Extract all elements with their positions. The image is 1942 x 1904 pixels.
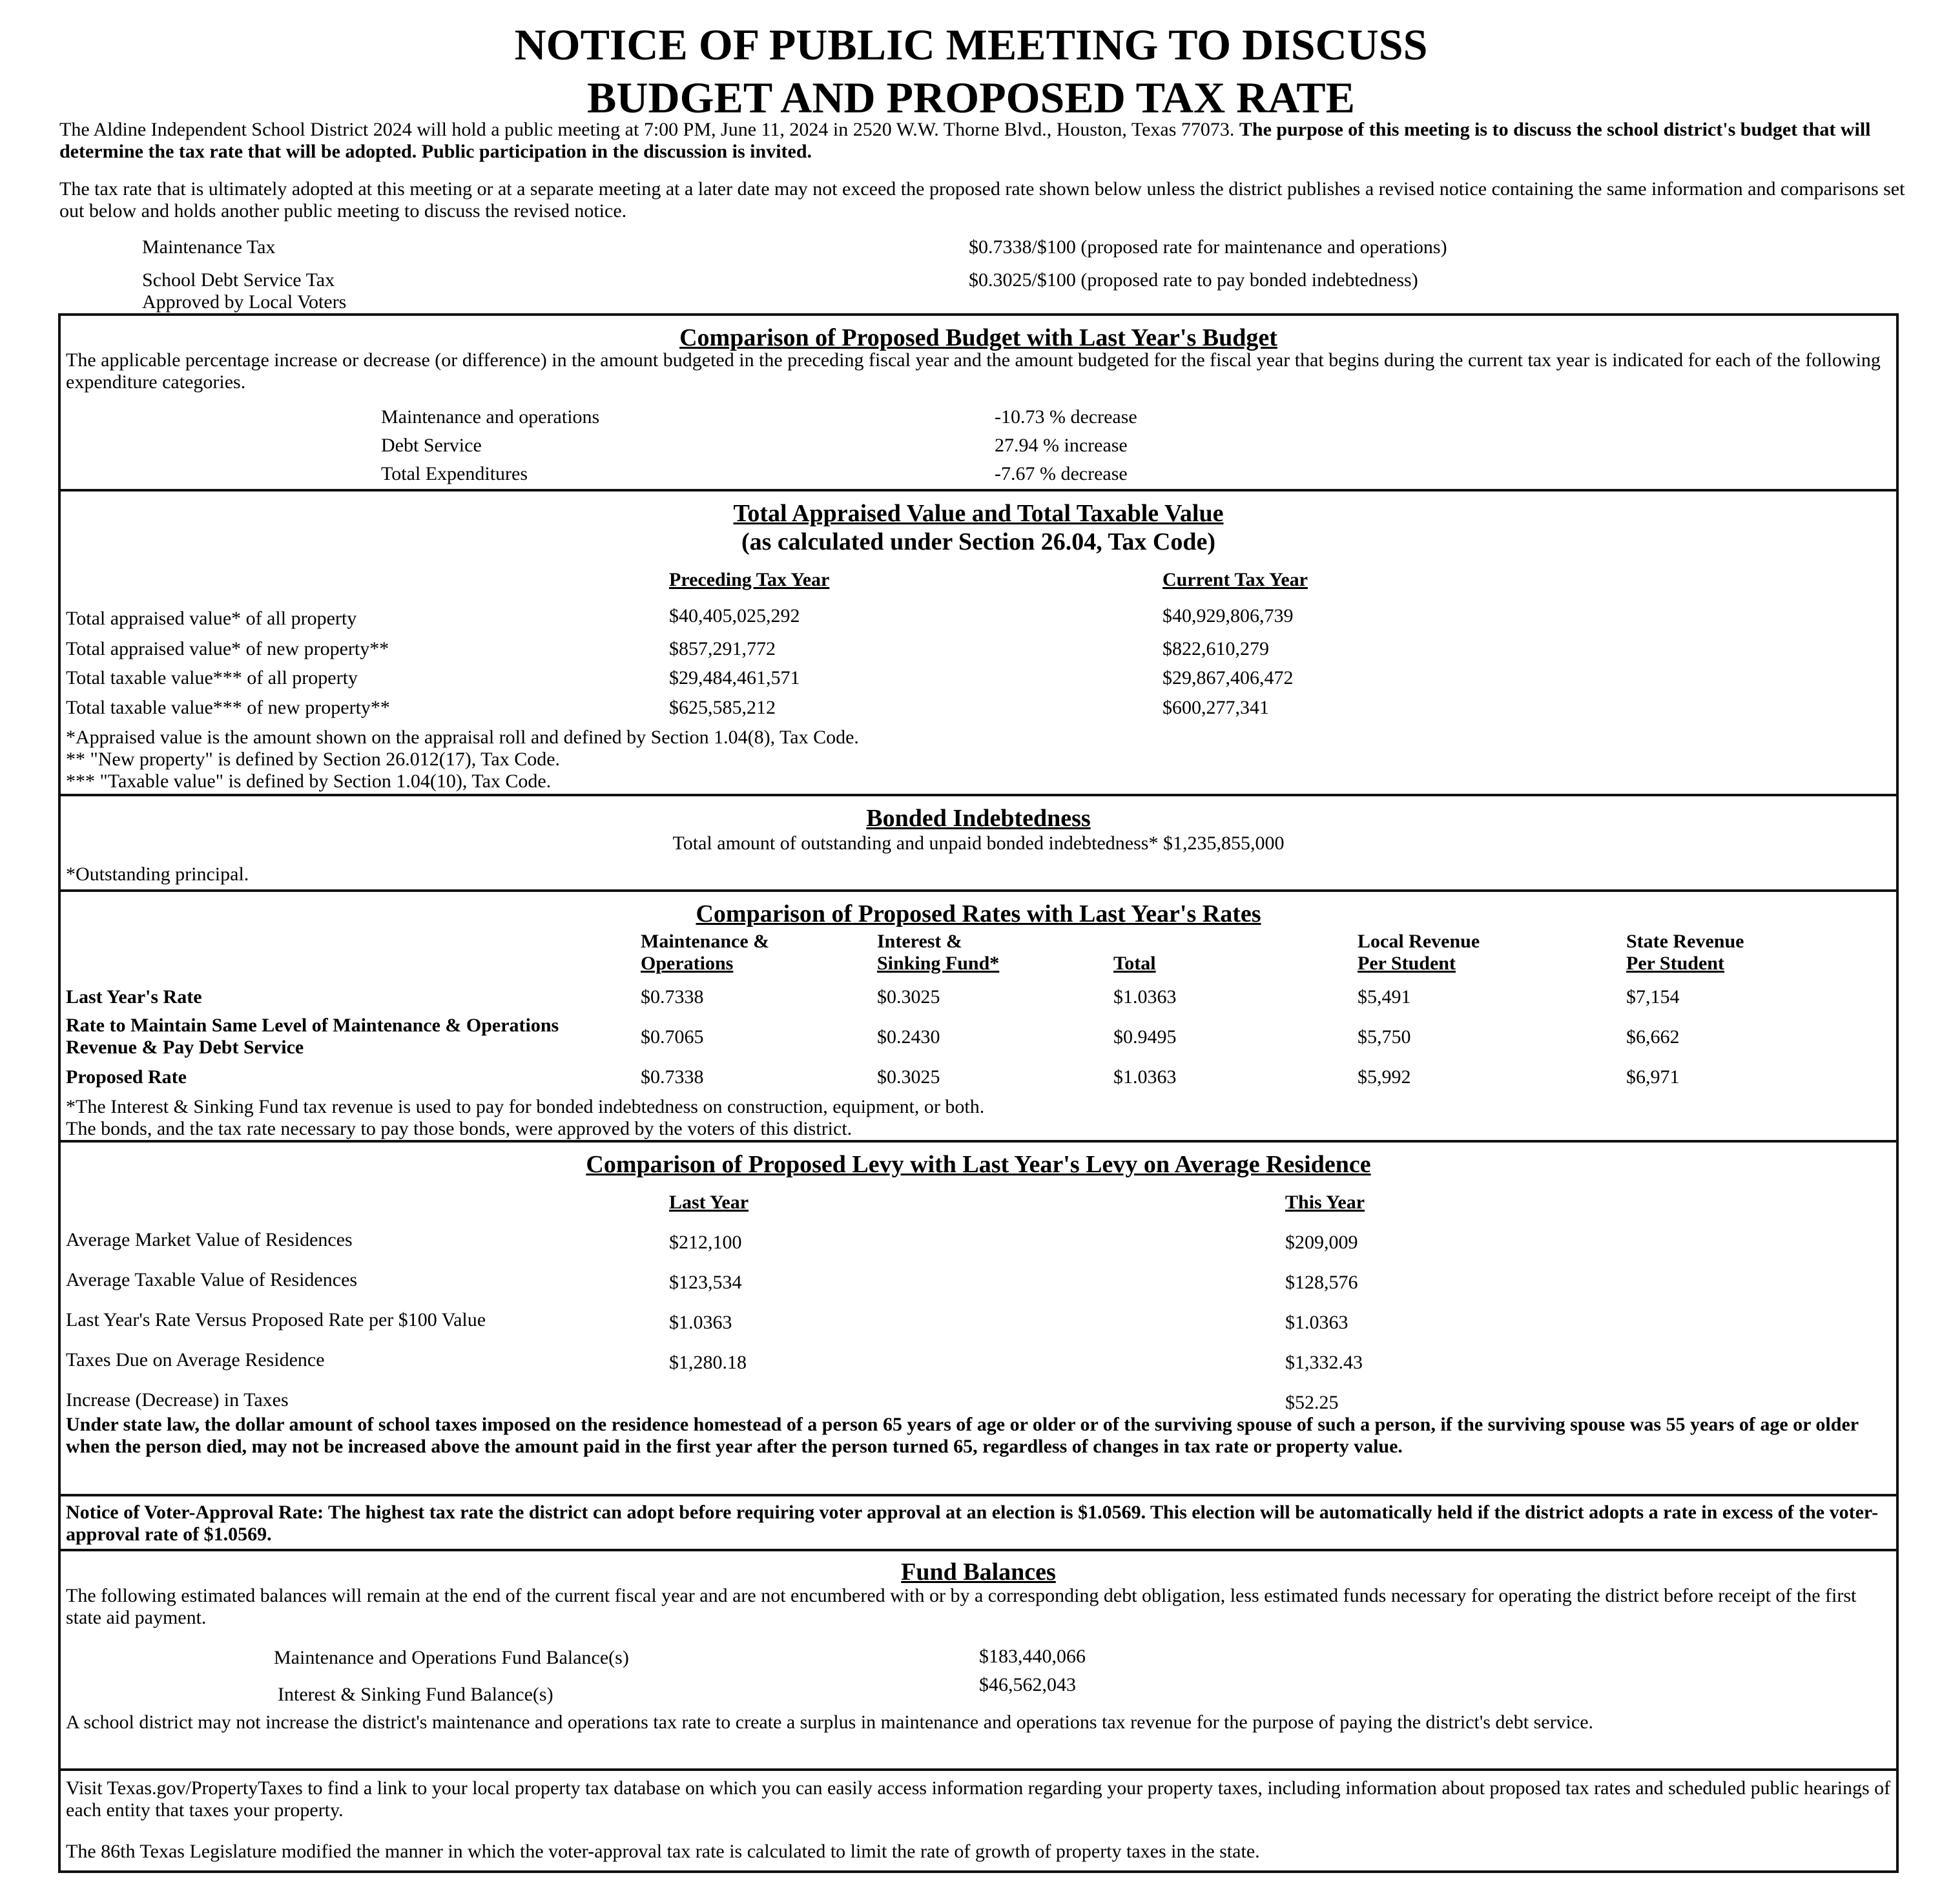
appraised-row-prev: $29,484,461,571 (669, 667, 800, 688)
header-local-revenue-1: Local Revenue (1358, 931, 1480, 952)
rates-row-state: $6,971 (1626, 1066, 1680, 1088)
levy-row-last: $1.0363 (669, 1312, 732, 1333)
levy-section-title: Comparison of Proposed Levy with Last Year's Levy on Average Residence (586, 1151, 1371, 1178)
mo-fund-label: Maintenance and Operations Fund Balance(s) (274, 1647, 629, 1668)
rates-row-local: $5,992 (1358, 1066, 1411, 1088)
rates-row-local: $5,491 (1358, 986, 1411, 1008)
appraised-row-prev: $625,585,212 (669, 697, 776, 718)
budget-row-label: Debt Service (381, 435, 482, 456)
maintenance-tax-value: $0.7338/$100 (proposed rate for maintenance and operations) (969, 236, 1447, 258)
bonded-footnote: *Outstanding principal. (66, 864, 249, 885)
levy-row-label: Average Market Value of Residences (66, 1229, 353, 1250)
budget-row-label: Maintenance and operations (381, 406, 600, 428)
this-year-header: This Year (1285, 1192, 1365, 1213)
levy-comparison-section (58, 1140, 1899, 1496)
current-tax-year-header: Current Tax Year (1162, 569, 1308, 590)
levy-row-last: $212,100 (669, 1232, 742, 1253)
footer-section (58, 1768, 1899, 1873)
budget-description: The applicable percentage increase or decrease (or difference) in the amount budgeted in the preceding fiscal year and the amount budgeted for the fiscal year that begins during the current tax year is indicated for each of the following expenditure categories. (66, 349, 1881, 393)
appraised-row-prev: $857,291,772 (669, 638, 776, 659)
header-local-revenue-2: Per Student (1358, 953, 1456, 974)
header-maintenance-operations-2: Operations (641, 953, 734, 974)
property-taxes-visit: Visit Texas.gov/PropertyTaxes to find a link to your local property tax database on which you can easily access information regarding your property taxes, including information about proposed tax rates and scheduled public hearings of each entity that taxes your property. (66, 1777, 1891, 1821)
rates-footnote: The bonds, and the tax rate necessary to pay those bonds, were approved by the voters of this district. (66, 1118, 852, 1139)
appraised-footnote: *** "Taxable value" is defined by Section 1.04(10), Tax Code. (66, 771, 552, 792)
appraised-row-curr: $29,867,406,472 (1162, 667, 1294, 688)
header-interest-sinking-2: Sinking Fund* (877, 953, 1000, 974)
budget-row-value: -10.73 % decrease (995, 406, 1137, 428)
appraised-row-label: Total taxable value*** of all property (66, 667, 358, 688)
budget-row-value: -7.67 % decrease (995, 463, 1128, 484)
rates-row-mo: $0.7065 (641, 1026, 704, 1048)
header-interest-sinking-1: Interest & (877, 931, 962, 952)
budget-section-title: Comparison of Proposed Budget with Last Year's Budget (679, 324, 1277, 351)
rates-row-mo: $0.7338 (641, 1066, 704, 1088)
rates-row-state: $7,154 (1626, 986, 1680, 1008)
appraised-row-label: Total appraised value* of all property (66, 608, 357, 629)
levy-row-label: Increase (Decrease) in Taxes (66, 1389, 289, 1411)
appraised-section-subtitle: (as calculated under Section 26.04, Tax Code) (741, 528, 1215, 555)
voter-approval-notice: Notice of Voter-Approval Rate: The highest tax rate the district can adopt before requiring voter approval at an election is $1.0569. This election will be automatically held if the district adopts a rate in excess of the voter-approval rate of $1.0569. (66, 1502, 1879, 1545)
rates-row-label: Rate to Maintain Same Level of Maintenance & Operations Revenue & Pay Debt Service (66, 1015, 559, 1058)
rate-notice: The tax rate that is ultimately adopted at this meeting or at a separate meeting at a later date may not exceed the proposed rate shown below unless the district publishes a revised notice containing the same information and comparisons set out below and holds another public meeting to discuss the revised notice. (59, 178, 1905, 222)
bonded-total: Total amount of outstanding and unpaid bonded indebtedness* $1,235,855,000 (672, 833, 1285, 854)
levy-row-this: $209,009 (1285, 1232, 1358, 1253)
bonded-section-title: Bonded Indebtedness (866, 805, 1091, 832)
appraised-footnote: *Appraised value is the amount shown on the appraisal roll and defined by Section 1.04(8), Tax Code. (66, 727, 859, 748)
levy-row-label: Average Taxable Value of Residences (66, 1269, 358, 1290)
surplus-notice: A school district may not increase the district's maintenance and operations tax rate to create a surplus in maintenance and operations tax revenue for the purpose of paying the district's debt service. (66, 1712, 1594, 1733)
rates-row-label: Last Year's Rate (66, 986, 202, 1008)
levy-row-this: $52.25 (1285, 1392, 1339, 1413)
appraised-row-curr: $40,929,806,739 (1162, 605, 1294, 626)
is-fund-label: Interest & Sinking Fund Balance(s) (278, 1684, 553, 1705)
rates-footnote: *The Interest & Sinking Fund tax revenue is used to pay for bonded indebtedness on construction, equipment, or both. (66, 1096, 985, 1117)
rates-row-label: Proposed Rate (66, 1066, 187, 1088)
appraised-footnote: ** "New property" is defined by Section 26.012(17), Tax Code. (66, 749, 561, 770)
rates-row-mo: $0.7338 (641, 986, 704, 1008)
rates-row-is: $0.3025 (877, 1066, 940, 1088)
rates-row-is: $0.2430 (877, 1026, 940, 1048)
debt-tax-value: $0.3025/$100 (proposed rate to pay bonded indebtedness) (969, 269, 1418, 291)
rates-row-total: $0.9495 (1113, 1026, 1177, 1048)
fund-section-title: Fund Balances (901, 1558, 1056, 1586)
title-line-2: BUDGET AND PROPOSED TAX RATE (587, 73, 1355, 122)
maintenance-tax-label: Maintenance Tax (142, 236, 276, 258)
legislature-note: The 86th Texas Legislature modified the manner in which the voter-approval tax rate is calculated to limit the rate of growth of property taxes in the state. (66, 1841, 1260, 1862)
rates-row-state: $6,662 (1626, 1026, 1680, 1048)
appraised-row-prev: $40,405,025,292 (669, 605, 800, 626)
title-line-1: NOTICE OF PUBLIC MEETING TO DISCUSS (514, 20, 1428, 69)
page-title (0, 18, 1942, 124)
last-year-header: Last Year (669, 1192, 749, 1213)
fund-balances-section (58, 1549, 1899, 1771)
rates-section-title: Comparison of Proposed Rates with Last Year's Rates (696, 900, 1261, 927)
header-state-revenue-2: Per Student (1626, 953, 1724, 974)
header-maintenance-operations-1: Maintenance & (641, 931, 770, 952)
header-total: Total (1113, 953, 1156, 974)
budget-row-value: 27.94 % increase (995, 435, 1128, 456)
senior-tax-law: Under state law, the dollar amount of school taxes imposed on the residence homestead of a person 65 years of age or older or of the surviving spouse of such a person, if the surviving spouse was 55 years of age or older when the person died, may not be increased above the amount paid in the first year after the person turned 65, regardless of changes in tax rate or property value. (66, 1414, 1859, 1457)
budget-comparison-section (58, 313, 1899, 492)
debt-tax-label-1: School Debt Service Tax (142, 269, 335, 291)
mo-fund-value: $183,440,066 (979, 1646, 1086, 1667)
intro-text: The Aldine Independent School District 2024 will hold a public meeting at 7:00 PM, June 11, 2024 in 2520 W.W. Thorne Blvd., Houston, Texas 77073. (59, 119, 1235, 140)
appraised-row-label: Total appraised value* of new property** (66, 638, 389, 659)
appraised-value-section (58, 489, 1899, 796)
levy-row-last: $123,534 (669, 1272, 742, 1293)
budget-row-label: Total Expenditures (381, 463, 528, 484)
levy-row-this: $1.0363 (1285, 1312, 1348, 1333)
rates-row-total: $1.0363 (1113, 1066, 1177, 1088)
voter-approval-section (58, 1494, 1899, 1551)
levy-row-this: $1,332.43 (1285, 1352, 1363, 1373)
levy-row-label: Last Year's Rate Versus Proposed Rate per $100 Value (66, 1309, 486, 1330)
appraised-row-curr: $600,277,341 (1162, 697, 1269, 718)
fund-description: The following estimated balances will remain at the end of the current fiscal year and are not encumbered with or by a corresponding debt obligation, less estimated funds necessary for operating the district before receipt of the first state aid payment. (66, 1585, 1857, 1628)
appraised-row-curr: $822,610,279 (1162, 638, 1269, 659)
is-fund-value: $46,562,043 (979, 1674, 1076, 1695)
bonded-indebtedness-section (58, 794, 1899, 892)
header-state-revenue-1: State Revenue (1626, 931, 1744, 952)
rates-row-total: $1.0363 (1113, 986, 1177, 1008)
levy-row-this: $128,576 (1285, 1272, 1358, 1293)
rates-row-local: $5,750 (1358, 1026, 1411, 1048)
intro-purpose: The purpose of this meeting is to discuss the school district's budget that will determine the tax rate that will be adopted. Public participation in the discussion is invited. (59, 119, 1871, 162)
preceding-tax-year-header: Preceding Tax Year (669, 569, 830, 590)
appraised-section-title: Total Appraised Value and Total Taxable Value (733, 500, 1224, 527)
appraised-row-label: Total taxable value*** of new property** (66, 697, 390, 718)
rates-row-is: $0.3025 (877, 986, 940, 1008)
levy-row-last: $1,280.18 (669, 1352, 747, 1373)
rates-comparison-section (58, 889, 1899, 1143)
intro-paragraph (59, 119, 1906, 163)
levy-row-label: Taxes Due on Average Residence (66, 1349, 325, 1371)
debt-tax-label-2: Approved by Local Voters (142, 291, 347, 313)
